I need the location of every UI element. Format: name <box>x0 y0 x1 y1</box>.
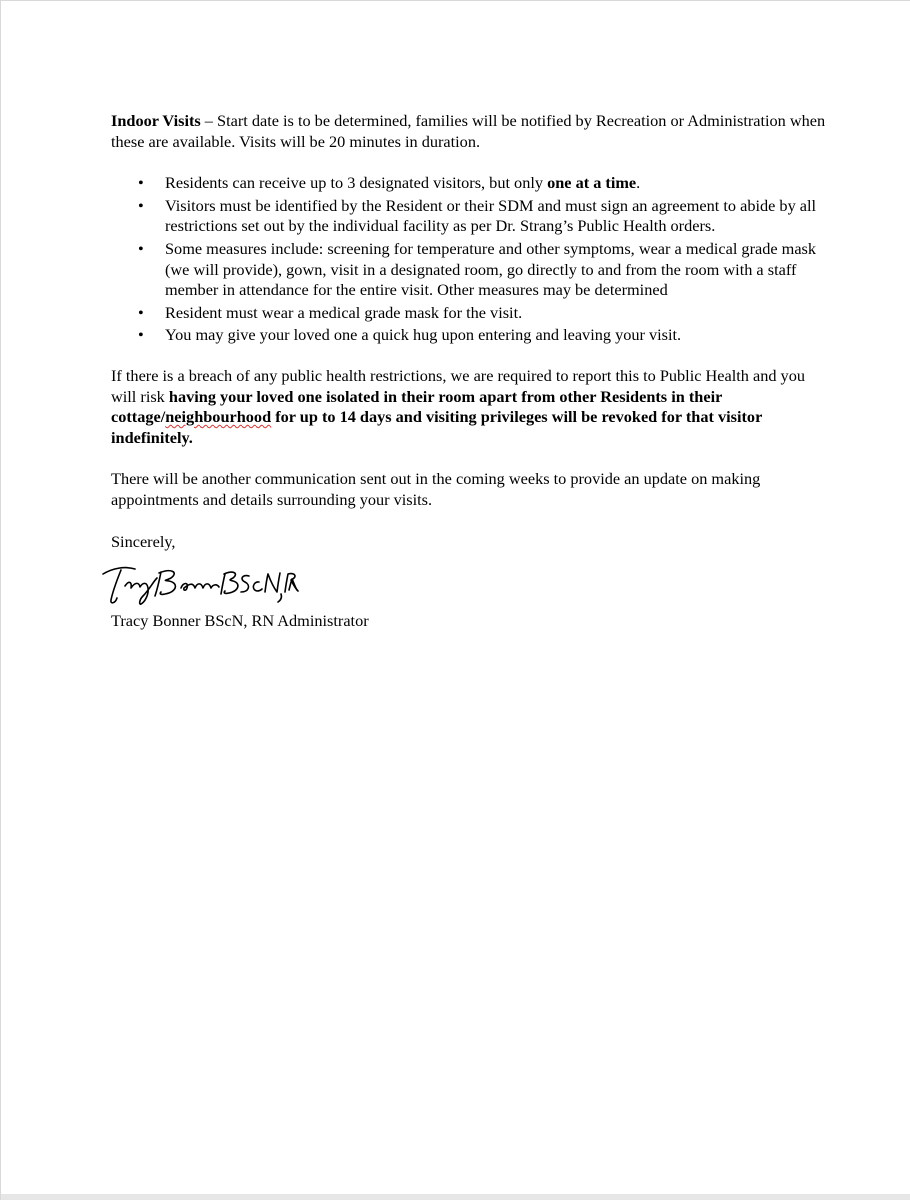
letter-body <box>111 111 831 632</box>
update-paragraph: There will be another communication sent out in the coming weeks to provide an update on making appointments and details surrounding your visits. <box>111 469 761 509</box>
intro-text: – Start date is to be determined, families will be notified by Recreation or Administration when these are available. Visits will be 20 minutes in duration. <box>111 111 826 151</box>
bullet-icon: • <box>138 238 144 258</box>
bullet-icon: • <box>138 325 144 345</box>
list-item: • Some measures include: screening for temperature and other symptoms, wear a medical grade mask (we will provide), gown, visit in a designated room, go directly to and from the room with a staff member in attendance for the entire visit. Other measures may be determined <box>138 238 817 300</box>
bullet-icon: • <box>138 195 144 215</box>
spellcheck-flagged-word: neighbourhood <box>165 407 272 427</box>
closing-salutation: Sincerely, <box>111 531 176 551</box>
intro-paragraph <box>111 111 831 152</box>
list-item: • You may give your loved one a quick hug upon entering and leaving your visit. <box>138 325 682 345</box>
breach-paragraph: If there is a breach of any public health restrictions, we are required to report this to Public Health and you will risk having your loved one isolated in their room apart from other Residents in their cottage/neighbourhood for up to 14 days and visiting privileges will be revoked for that visitor indefinitely. <box>111 365 805 447</box>
bullet-icon: • <box>138 173 144 193</box>
intro-heading: Indoor Visits <box>111 111 201 130</box>
visit-rules-list <box>111 173 831 346</box>
bullet-icon: • <box>138 302 144 322</box>
list-item: • Visitors must be identified by the Resident or their SDM and must sign an agreement to abide by all restrictions set out by the individual facility as per Dr. Strang’s Public Health orders. <box>138 195 817 236</box>
handwritten-signature <box>99 560 299 606</box>
list-item: • Residents can receive up to 3 designated visitors, but only one at a time. <box>138 173 641 193</box>
signatory-name: Tracy Bonner BScN, RN Administrator <box>111 611 369 631</box>
list-item: • Resident must wear a medical grade mask for the visit. <box>138 302 523 322</box>
